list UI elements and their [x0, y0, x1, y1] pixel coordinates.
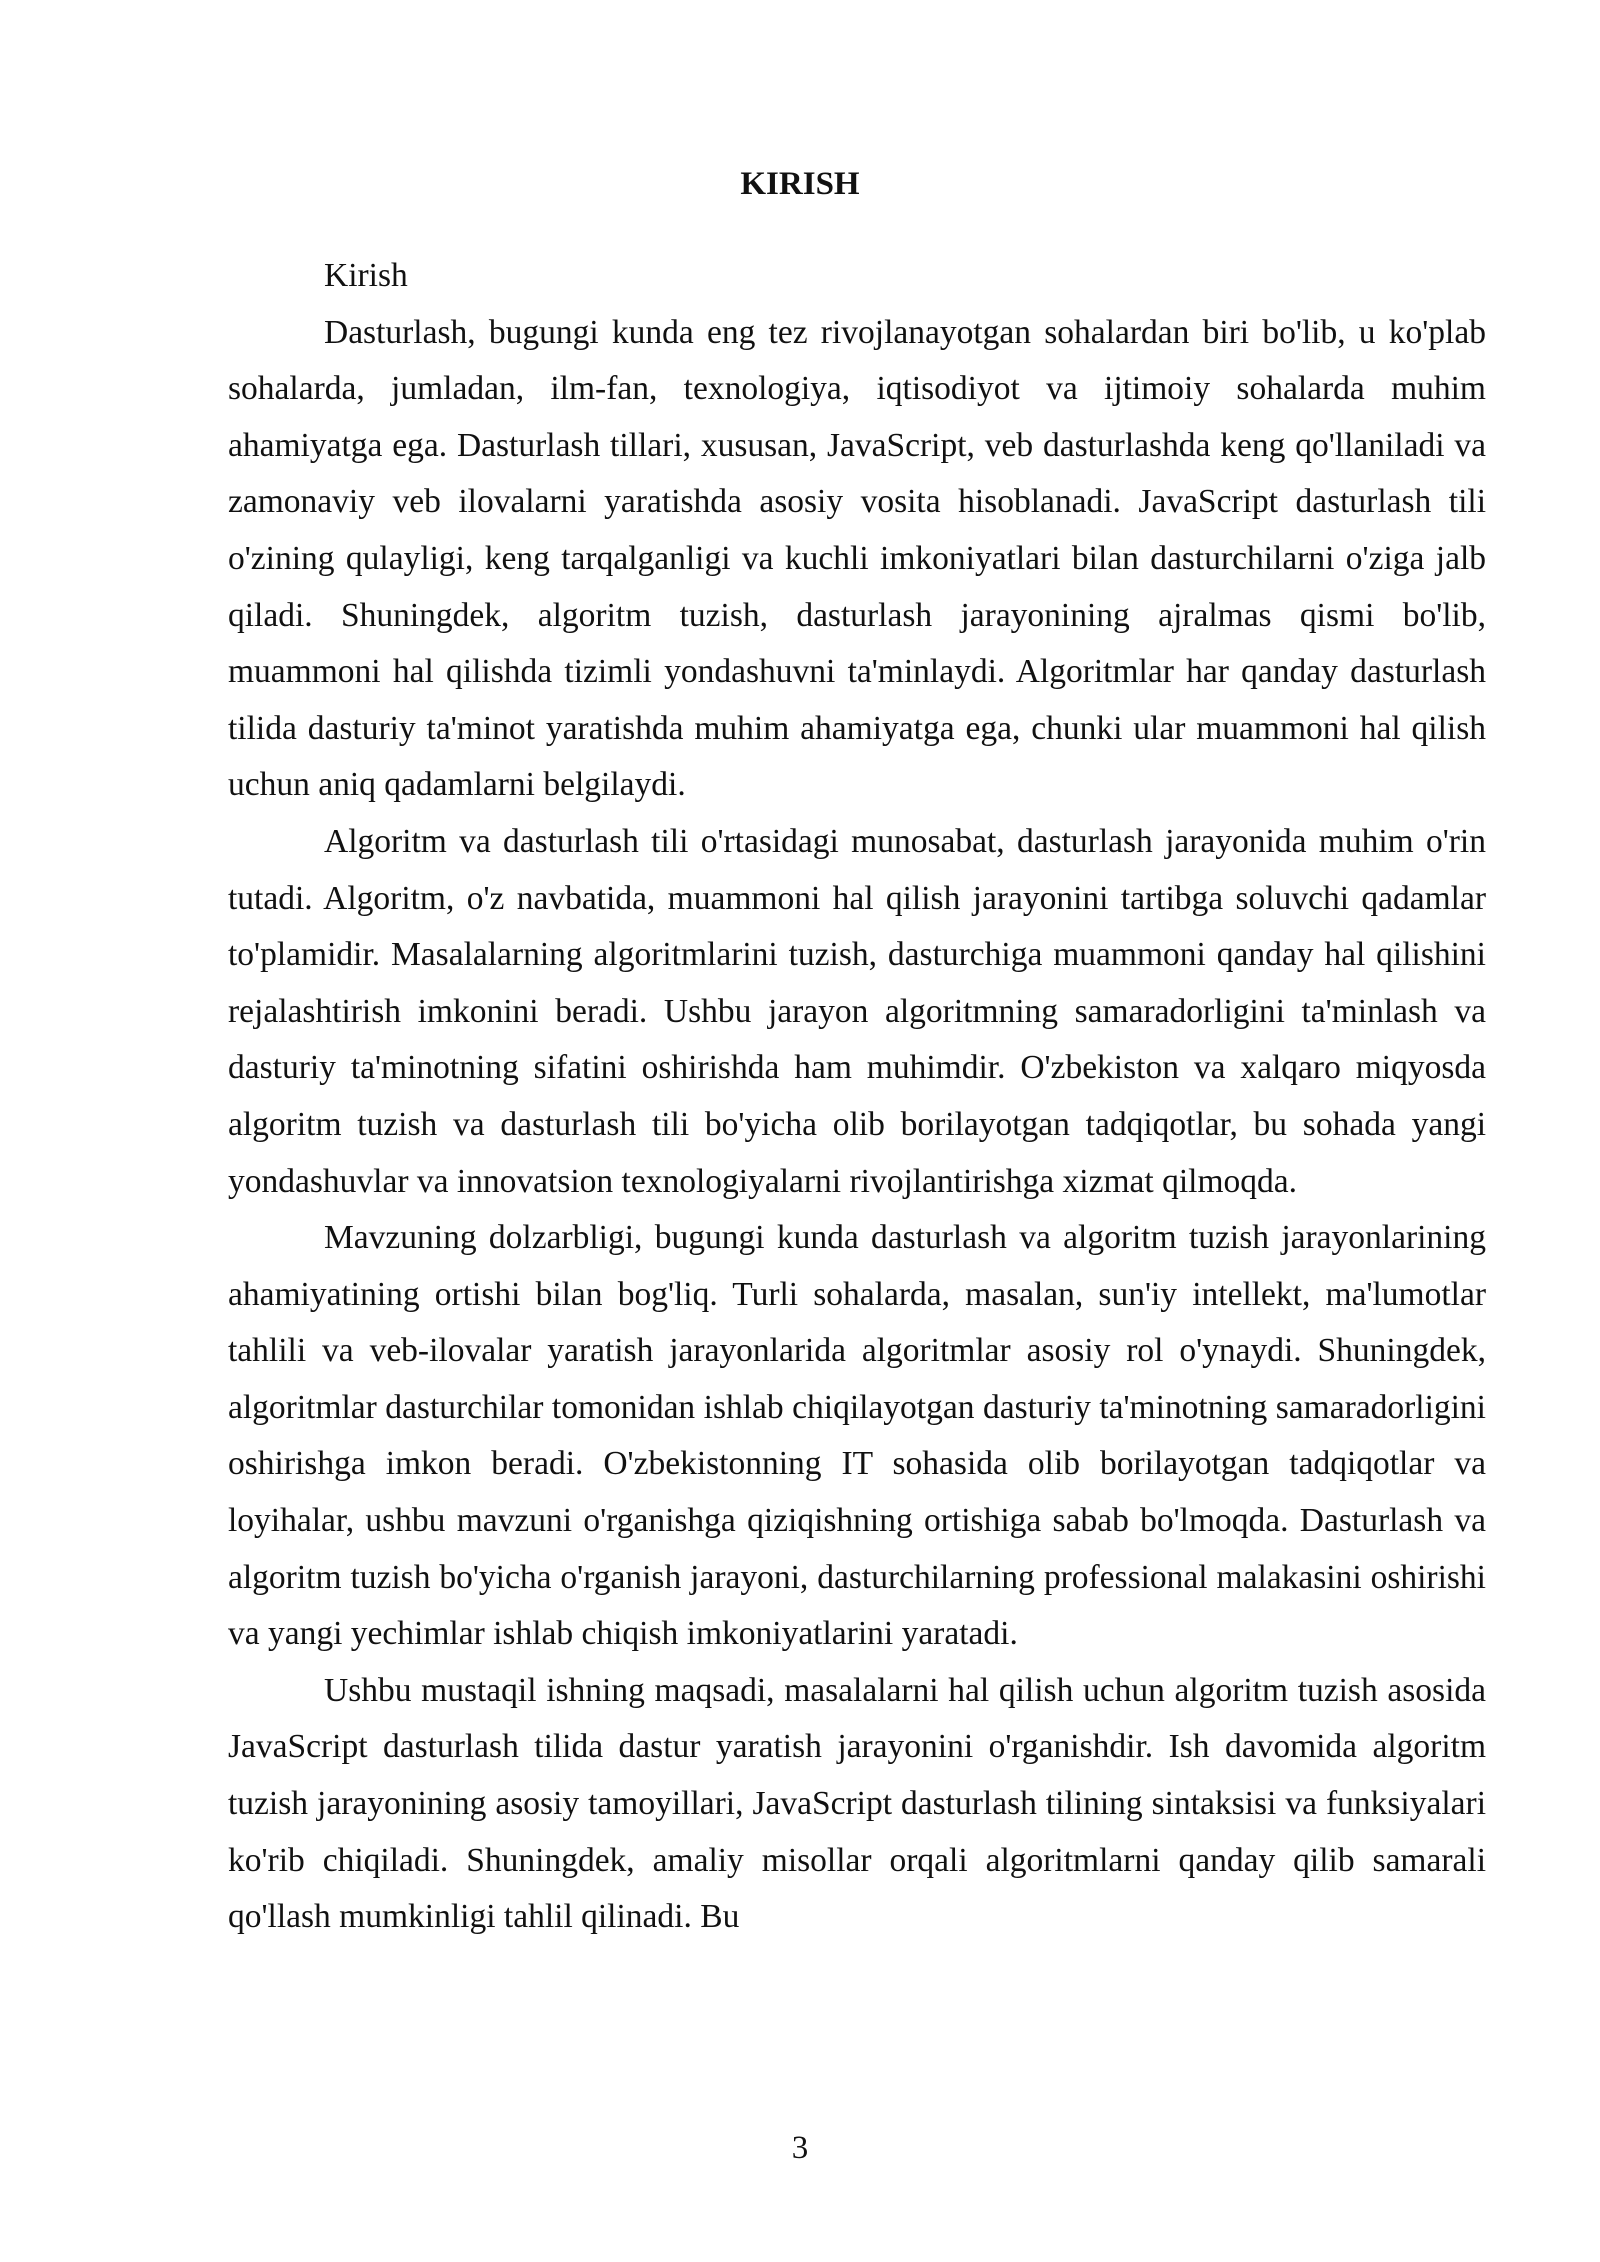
page-title: KIRISH — [740, 166, 860, 202]
body-text — [228, 248, 1486, 1946]
paragraph-heading: Kirish — [324, 257, 408, 294]
paragraph: Mavzuning dolzarbligi, bugungi kunda dasturlash va algoritm tuzish jarayonlarining ahamiyatining ortishi bilan bog'liq. Turli sohalarda, masalan, sun'iy intellekt, ma'lumotlar tahlili va veb-ilovalar yaratish jarayonlarida algoritmlar asosiy rol o'ynaydi. Shuningdek, algoritmlar dasturchilar tomonidan ishlab chiqilayotgan dasturiy ta'minotning samaradorligini oshirishga imkon beradi. O'zbekistonning IT sohasida olib borilayotgan tadqiqotlar va loyihalar, ushbu mavzuni o'rganishga qiziqishning ortishiga sabab bo'lmoqda. Dasturlash va algoritm tuzish bo'yicha o'rganish jarayoni, dasturchilarning professional malakasini oshirishi va yangi yechimlar ishlab chiqish imkoniyatlarini yaratadi. — [228, 1219, 1486, 1653]
paragraph: Ushbu mustaqil ishning maqsadi, masalalarni hal qilish uchun algoritm tuzish asosida JavaScript dasturlash tilida dastur yaratish jarayonini o'rganishdir. Ish davomida algoritm tuzish jarayonining asosiy tamoyillari, JavaScript dasturlash tilining sintaksisi va funksiyalari ko'rib chiqiladi. Shuningdek, amaliy misollar orqali algoritmlarni qanday qilib samarali qo'llash mumkinligi tahlil qilinadi. Bu — [228, 1671, 1486, 1936]
paragraph: Algoritm va dasturlash tili o'rtasidagi munosabat, dasturlash jarayonida muhim o'rin tutadi. Algoritm, o'z navbatida, muammoni hal qilish jarayonini tartibga soluvchi qadamlar to'plamidir. Masalalarning algoritmlarini tuzish, dasturchiga muammoni qanday hal qilishini rejalashtirish imkonini beradi. Ushbu jarayon algoritmning samaradorligini ta'minlash va dasturiy ta'minotning sifatini oshirishda ham muhimdir. O'zbekiston va xalqaro miqyosda algoritm tuzish va dasturlash tili bo'yicha olib borilayotgan tadqiqotlar, bu sohada yangi yondashuvlar va innovatsion texnologiyalarni rivojlantirishga xizmat qilmoqda. — [228, 822, 1486, 1200]
paragraph: Dasturlash, bugungi kunda eng tez rivojlanayotgan sohalardan biri bo'lib, u ko'plab sohalarda, jumladan, ilm-fan, texnologiya, iqtisodiyot va ijtimoiy sohalarda muhim ahamiyatga ega. Dasturlash tillari, xususan, JavaScript, veb dasturlashda keng qo'llaniladi va zamonaviy veb ilovalarni yaratishda asosiy vosita hisoblanadi. JavaScript dasturlash tili o'zining qulayligi, keng tarqalganligi va kuchli imkoniyatlari bilan dasturchilarni o'ziga jalb qiladi. Shuningdek, algoritm tuzish, dasturlash jarayonining ajralmas qismi bo'lib, muammoni hal qilishda tizimli yondashuvni ta'minlaydi. Algoritmlar har qanday dasturlash tilida dasturiy ta'minot yaratishda muhim ahamiyatga ega, chunki ular muammoni hal qilish uchun aniq qadamlarni belgilaydi. — [228, 313, 1486, 804]
page-number: 3 — [791, 2130, 809, 2166]
